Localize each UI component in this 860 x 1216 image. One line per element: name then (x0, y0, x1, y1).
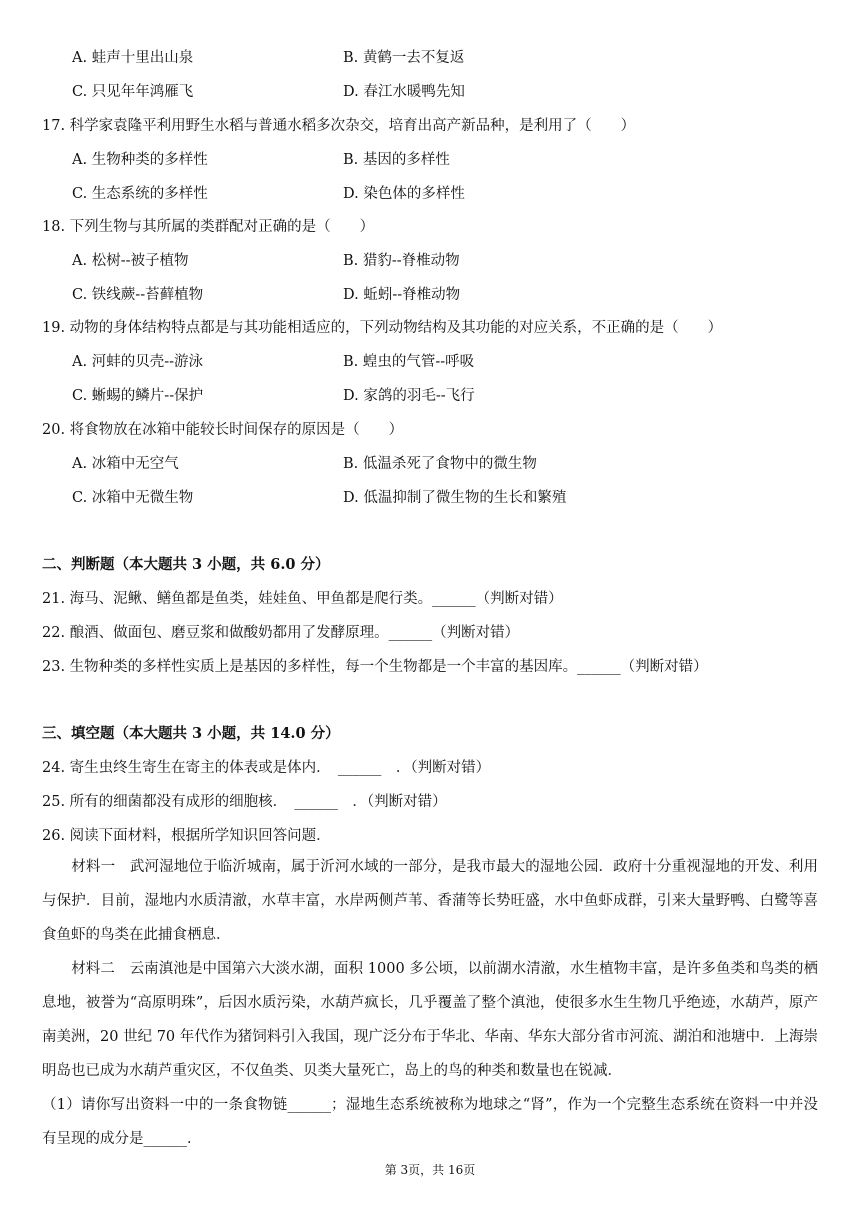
q20-option-c (72, 488, 193, 508)
option-text: 冰箱中无微生物 (91, 490, 194, 506)
option-text: 生态系统的多样性 (91, 186, 208, 202)
question-18 (42, 217, 374, 237)
question-21 (42, 589, 563, 609)
question-number: 18. (42, 219, 66, 235)
option-text: 只见年年鸿雁飞 (91, 84, 194, 100)
option-text: 黄鹤一去不复返 (362, 50, 465, 66)
option-text: 低温杀死了食物中的微生物 (362, 456, 537, 472)
option-letter: D. (343, 490, 359, 506)
option-text: 河蚌的贝壳--游泳 (91, 354, 204, 370)
option-letter: D. (343, 287, 359, 303)
question-number: 24. (42, 760, 66, 776)
question-26 (42, 826, 331, 846)
q17-option-c (72, 184, 208, 204)
question-text: 将食物放在冰箱中能较长时间保存的原因是（ ） (69, 422, 404, 438)
question-number: 25. (42, 794, 66, 810)
material-two-paragraph: 材料二 云南滇池是中国第六大淡水湖，面积 1000 多公顷，以前湖水清澈，水生植物丰富，是许多鱼类和鸟类的栖息地，被誉为“高原明珠”，后因水质污染，水葫芦疯长，几乎覆盖了整个滇池，使很多水生生物几乎绝迹，水葫芦，原产南美洲，20 世纪 70 年代作为猪饲料引入我国，现广泛分布于华北、华南、华东大部分省市河流、湖泊和池塘中．上海崇明岛也已成为水葫芦重灾区，不仅鱼类、贝类大量死亡，岛上的鸟的种类和数量也在锐减． (42, 961, 818, 1079)
option-letter: D. (343, 186, 359, 202)
q16-option-a (72, 48, 193, 68)
question-text: 所有的细菌都没有成形的细胞核． ______ ．（判断对错） (69, 794, 447, 810)
option-letter: C. (72, 186, 88, 202)
option-letter: D. (343, 84, 359, 100)
option-text: 蜥蜴的鳞片--保护 (91, 388, 204, 404)
section-heading-fill-in: 三、填空题（本大题共 3 小题，共 14.0 分） (42, 725, 340, 742)
option-letter: A. (72, 152, 88, 168)
option-text: 冰箱中无空气 (91, 456, 179, 472)
question-number: 22. (42, 625, 66, 641)
q16-option-c (72, 82, 193, 102)
option-letter: A. (72, 456, 88, 472)
q19-option-c (72, 386, 203, 406)
option-letter: A. (72, 50, 88, 66)
question-text: 生物种类的多样性实质上是基因的多样性，每一个生物都是一个丰富的基因库。______（判断对错） (69, 659, 708, 675)
question-17 (42, 116, 635, 136)
q19-option-b (343, 352, 474, 372)
question-24 (42, 758, 490, 778)
question-text: 阅读下面材料，根据所学知识回答问题． (69, 828, 331, 844)
option-letter: C. (72, 84, 88, 100)
question-number: 21. (42, 591, 66, 607)
section-heading-judgment: 二、判断题（本大题共 3 小题，共 6.0 分） (42, 556, 330, 573)
question-text: 海马、泥鳅、鳝鱼都是鱼类，娃娃鱼、甲鱼都是爬行类。______（判断对错） (69, 591, 563, 607)
option-letter: A. (72, 354, 88, 370)
question-number: 26. (42, 828, 66, 844)
q20-option-b (343, 454, 537, 474)
option-text: 基因的多样性 (362, 152, 450, 168)
option-text: 家鸽的羽毛--飞行 (363, 388, 475, 404)
q18-option-b (343, 251, 460, 271)
option-text: 低温抑制了微生物的生长和繁殖 (363, 490, 567, 506)
q17-option-a (72, 150, 208, 170)
option-text: 蚯蚓--脊椎动物 (363, 287, 461, 303)
q18-option-d (343, 285, 460, 305)
question-25 (42, 792, 447, 812)
question-20 (42, 420, 403, 440)
question-number: 17. (42, 118, 66, 134)
option-letter: C. (72, 490, 88, 506)
question-number: 23. (42, 659, 66, 675)
question-text: 寄生虫终生寄生在寄主的体表或是体内． ______ ．（判断对错） (69, 760, 491, 776)
option-text: 猎豹--脊椎动物 (362, 253, 460, 269)
option-text: 染色体的多样性 (363, 186, 465, 202)
option-text: 蛙声十里出山泉 (91, 50, 194, 66)
q17-option-b (343, 150, 450, 170)
option-letter: B. (343, 253, 359, 269)
q16-option-d (343, 82, 465, 102)
page-footer: 第 3页，共 16页 (384, 1163, 476, 1177)
question-19 (42, 318, 722, 338)
question-text: 动物的身体结构特点都是与其功能相适应的，下列动物结构及其功能的对应关系，不正确的是（ ） (69, 320, 723, 336)
question-text: 下列生物与其所属的类群配对正确的是（ ） (69, 219, 375, 235)
material-one-paragraph: 材料一 武河湿地位于临沂城南，属于沂河水域的一部分，是我市最大的湿地公园．政府十分重视湿地的开发、利用与保护．目前，湿地内水质清澈，水草丰富，水岸两侧芦苇、香蒲等长势旺盛，水中鱼虾成群，引来大量野鸭、白鹭等喜食鱼虾的鸟类在此捕食栖息． (42, 859, 818, 943)
option-letter: B. (343, 152, 359, 168)
q20-option-d (343, 488, 566, 508)
option-text: 蝗虫的气管--呼吸 (362, 354, 475, 370)
q19-option-a (72, 352, 203, 372)
option-text: 春江水暖鸭先知 (363, 84, 465, 100)
q17-option-d (343, 184, 465, 204)
question-23 (42, 657, 708, 677)
option-letter: B. (343, 50, 359, 66)
question-text: 酿酒、做面包、磨豆浆和做酸奶都用了发酵原理。______（判断对错） (69, 625, 520, 641)
option-letter: D. (343, 388, 359, 404)
option-text: 松树--被子植物 (91, 253, 189, 269)
option-letter: C. (72, 287, 88, 303)
option-text: 铁线蕨--苔藓植物 (91, 287, 204, 303)
q20-option-a (72, 454, 179, 474)
sub-question-1: （1）请你写出资料一中的一条食物链______；湿地生态系统被称为地球之“肾”，作为一个完整生态系统在资料一中并没有呈现的成分是______． (42, 1097, 818, 1147)
option-letter: A. (72, 253, 88, 269)
option-letter: B. (343, 354, 359, 370)
question-number: 20. (42, 422, 66, 438)
question-22 (42, 623, 519, 643)
question-number: 19. (42, 320, 66, 336)
q19-option-d (343, 386, 475, 406)
question-text: 科学家袁隆平利用野生水稻与普通水稻多次杂交，培育出高产新品种，是利用了（ ） (69, 118, 636, 134)
q16-option-b (343, 48, 464, 68)
q18-option-a (72, 251, 189, 271)
q18-option-c (72, 285, 203, 305)
option-text: 生物种类的多样性 (91, 152, 208, 168)
option-letter: C. (72, 388, 88, 404)
option-letter: B. (343, 456, 359, 472)
